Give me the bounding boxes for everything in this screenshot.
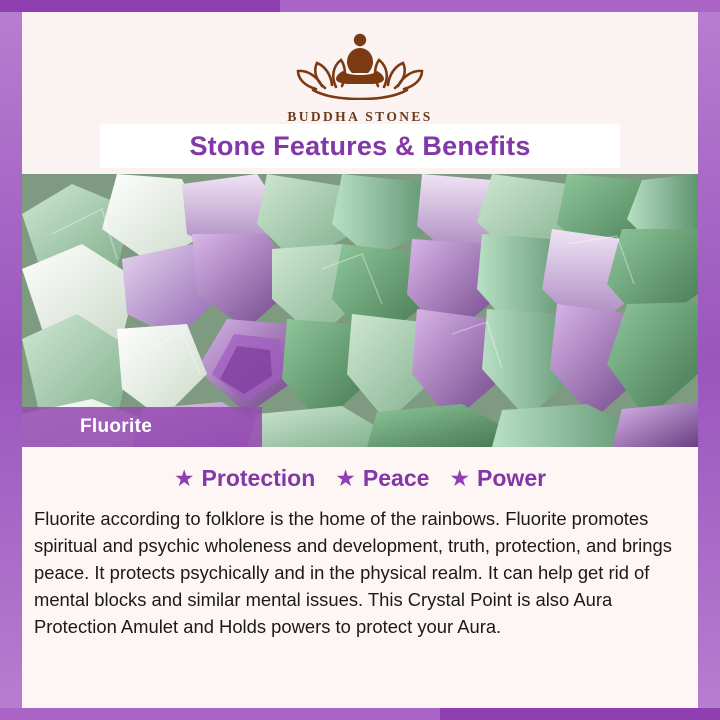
border-top-accent — [0, 0, 280, 12]
section-title-bar — [100, 124, 620, 168]
lotus-buddha-icon — [285, 26, 435, 105]
card-inner — [22, 12, 698, 708]
keyword-list — [22, 465, 698, 492]
star-icon: ★ — [335, 465, 356, 491]
border-left — [0, 0, 22, 720]
border-right — [698, 0, 720, 720]
keyword-label-power: Power — [477, 465, 547, 491]
brand-name: BUDDHA STONES — [287, 109, 433, 124]
keyword-item-peace — [335, 465, 429, 492]
border-bottom — [0, 708, 720, 720]
keyword-item-power — [449, 465, 546, 492]
border-bottom-accent — [440, 708, 720, 720]
card-header — [22, 12, 698, 174]
star-icon: ★ — [449, 465, 471, 491]
description-text: Fluorite according to folklore is the home of the rainbows. Fluorite promotes spiritual and psychic wholeness and development, truth, protection, and brings peace. It protects psychically and in the physical realm. It can help get rid of mental blocks and similar mental issues. This Crystal Point is also Aura Protection Amulet and Holds powers to protect your Aura. — [34, 508, 672, 638]
keyword-label-peace: Peace — [362, 465, 430, 491]
border-top — [0, 0, 720, 12]
keyword-item-protection — [174, 465, 315, 492]
star-icon: ★ — [173, 465, 195, 491]
stone-name: Fluorite — [80, 416, 153, 437]
stone-name-chip — [22, 407, 262, 447]
page-title: Stone Features & Benefits — [189, 130, 531, 161]
brand-logo — [22, 12, 698, 125]
crystal-photo — [22, 174, 698, 447]
keyword-label-protection: Protection — [201, 465, 316, 491]
benefits-section — [22, 447, 698, 660]
footer-spacer — [22, 640, 698, 660]
